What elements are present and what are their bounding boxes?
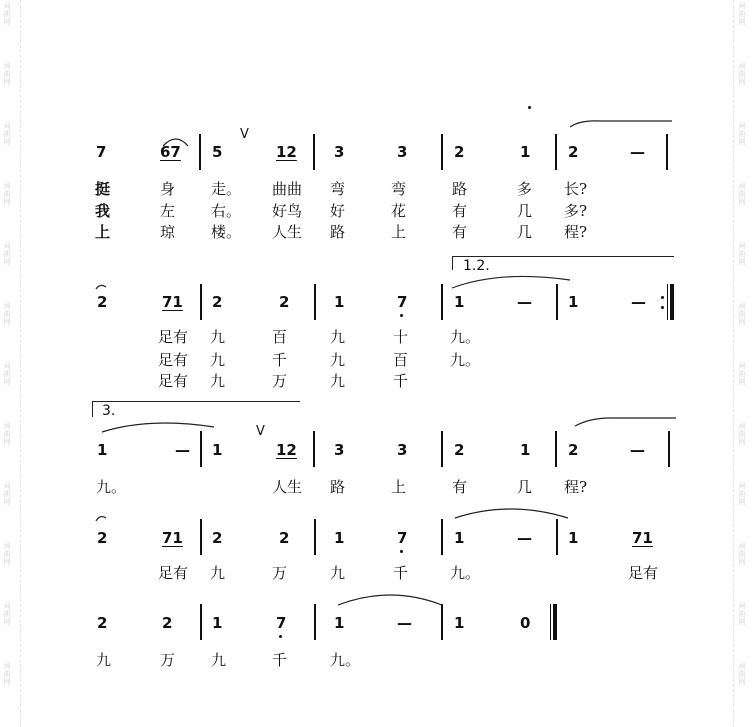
- note: 1: [568, 293, 579, 311]
- low-octave-dot: [279, 635, 282, 638]
- lyric: 九。: [96, 478, 127, 496]
- lyric: 足有: [628, 564, 659, 582]
- dash-sustain: —: [630, 143, 645, 161]
- note: 2: [162, 614, 173, 632]
- watermark-text: 词曲网: [3, 662, 11, 686]
- note: 1: [454, 529, 465, 547]
- lyric: 好: [330, 202, 346, 220]
- note: 3: [334, 441, 345, 459]
- note: 7: [96, 143, 107, 161]
- lyric: 万: [272, 372, 288, 390]
- note-eighth-pair: 12: [276, 143, 297, 161]
- dash-sustain: —: [517, 529, 532, 547]
- note: 2: [279, 293, 290, 311]
- lyric: 弯: [330, 180, 346, 198]
- note: 1: [334, 293, 345, 311]
- watermark-text: 词曲网: [738, 602, 746, 626]
- lyric: 百: [393, 351, 409, 369]
- watermark-text: 词曲网: [3, 302, 11, 326]
- note: 1: [212, 614, 223, 632]
- lyric: 九: [210, 351, 226, 369]
- note: 2: [454, 441, 465, 459]
- note: 3: [397, 143, 408, 161]
- watermark-text: 词曲网: [738, 302, 746, 326]
- note: 1: [334, 614, 345, 632]
- note-eighth-pair: 12: [276, 441, 297, 459]
- note: 2: [97, 529, 108, 547]
- final-barline-thin: [550, 604, 551, 640]
- lyric: 身: [160, 180, 176, 198]
- lyric: 九: [330, 351, 346, 369]
- note-eighth-pair: 71: [162, 293, 183, 311]
- lyric: 千: [393, 564, 409, 582]
- watermark-text: 词曲网: [3, 122, 11, 146]
- lyric: 足有: [158, 328, 189, 346]
- lyric: 千: [272, 351, 288, 369]
- note: 2: [279, 529, 290, 547]
- watermark-text: 词曲网: [3, 62, 11, 86]
- note: 1: [568, 529, 579, 547]
- note: 1: [454, 614, 465, 632]
- note-low-octave: 7: [276, 614, 287, 632]
- lyric: 左: [160, 202, 176, 220]
- watermark-text: 词曲网: [738, 182, 746, 206]
- lyric: 万: [160, 651, 176, 669]
- lyric: 多?: [564, 202, 588, 220]
- breath-mark: V: [256, 424, 265, 439]
- note: 3: [334, 143, 345, 161]
- lyric: 曲曲: [272, 180, 303, 198]
- dash-sustain: —: [397, 614, 412, 632]
- lyric: 有: [452, 478, 468, 496]
- lyric: 几: [517, 223, 533, 241]
- lyric: 上: [95, 223, 111, 241]
- note: 2: [454, 143, 465, 161]
- lyric: 九。: [450, 564, 481, 582]
- watermark-text: 词曲网: [738, 2, 746, 26]
- lyric: 九。: [450, 328, 481, 346]
- watermark-text: 词曲网: [738, 542, 746, 566]
- barline: [314, 604, 316, 640]
- note: 2: [97, 293, 108, 311]
- lyric: 九。: [450, 351, 481, 369]
- lyric: 足有: [158, 351, 189, 369]
- lyric: 千: [272, 651, 288, 669]
- lyric: 十: [393, 328, 409, 346]
- lyric: 有: [452, 202, 468, 220]
- lyric: 九: [210, 328, 226, 346]
- note: 2: [212, 293, 223, 311]
- watermark-text: 词曲网: [738, 482, 746, 506]
- note-eighth-pair: 71: [162, 529, 183, 547]
- note: 1: [212, 441, 223, 459]
- lyric: 万: [272, 564, 288, 582]
- lyric: 走。: [211, 180, 242, 198]
- lyric: 人生: [272, 478, 303, 496]
- note: 3: [397, 441, 408, 459]
- watermark-text: 词曲网: [738, 62, 746, 86]
- volta-label: 1.2.: [463, 258, 490, 274]
- watermark-text: 词曲网: [738, 122, 746, 146]
- lyric: 路: [330, 478, 346, 496]
- watermark-text: 词曲网: [738, 362, 746, 386]
- lyric: 有: [452, 223, 468, 241]
- final-barline-thick: [553, 604, 557, 640]
- lyric: 九: [96, 651, 112, 669]
- note-low-octave: 7: [397, 293, 408, 311]
- lyric: 楼。: [211, 223, 242, 241]
- lyric: 九: [210, 564, 226, 582]
- tie-1-1: [338, 595, 442, 605]
- lyric: 右。: [211, 202, 242, 220]
- watermark-text: 词曲网: [3, 242, 11, 266]
- lyric: 多: [517, 180, 533, 198]
- lyric: 上: [391, 223, 407, 241]
- lyric: 足有: [158, 564, 189, 582]
- lyric: 几: [517, 478, 533, 496]
- lyric: 九: [330, 328, 346, 346]
- note: 1: [97, 441, 108, 459]
- watermark-text: 词曲网: [738, 242, 746, 266]
- barline: [441, 604, 443, 640]
- watermark-text: 词曲网: [3, 482, 11, 506]
- lyric: 路: [452, 180, 468, 198]
- lyric: 弯: [391, 180, 407, 198]
- lyric: 我: [95, 202, 111, 220]
- watermark-text: 词曲网: [3, 2, 11, 26]
- note: 1: [454, 293, 465, 311]
- lyric: 程?: [564, 478, 588, 496]
- lyric: 程?: [564, 223, 588, 241]
- lyric: 千: [393, 372, 409, 390]
- watermark-text: 词曲网: [3, 542, 11, 566]
- note: 2: [97, 614, 108, 632]
- lyric: 挺: [95, 180, 111, 198]
- note-rest: 0: [520, 614, 531, 632]
- dash-sustain: —: [630, 441, 645, 459]
- note-low-octave: 7: [397, 529, 408, 547]
- lyric: 九。: [330, 651, 361, 669]
- lyric: 足有: [158, 372, 189, 390]
- note-eighth-pair: 67: [160, 143, 181, 161]
- watermark-text: 词曲网: [3, 182, 11, 206]
- lyric: 百: [272, 328, 288, 346]
- note: 5: [212, 143, 223, 161]
- lyric: 九: [211, 651, 227, 669]
- lyric: 九: [330, 372, 346, 390]
- lyric: 花: [391, 202, 407, 220]
- note-eighth-pair: 71: [632, 529, 653, 547]
- note: 1: [334, 529, 345, 547]
- note: 1: [520, 143, 531, 161]
- note: 2: [568, 143, 579, 161]
- barline: [200, 604, 202, 640]
- watermark-text: 词曲网: [3, 422, 11, 446]
- dash-sustain: —: [631, 293, 646, 311]
- lyric: 九: [330, 564, 346, 582]
- note: 2: [568, 441, 579, 459]
- lyric: 上: [391, 478, 407, 496]
- lyric: 路: [330, 223, 346, 241]
- lyric: 九: [210, 372, 226, 390]
- dash-sustain: —: [517, 293, 532, 311]
- lyric: 长?: [564, 180, 588, 198]
- lyric: 几: [517, 202, 533, 220]
- note: 1: [520, 441, 531, 459]
- watermark-text: 词曲网: [3, 602, 11, 626]
- lyric: 琼: [160, 223, 176, 241]
- volta-label: 3.: [102, 403, 116, 419]
- lyric: 人生: [272, 223, 303, 241]
- dash-sustain: —: [175, 441, 190, 459]
- watermark-text: 词曲网: [738, 422, 746, 446]
- watermark-text: 词曲网: [3, 362, 11, 386]
- lyric: 好鸟: [272, 202, 303, 220]
- breath-mark: V: [240, 127, 249, 142]
- note: 2: [212, 529, 223, 547]
- watermark-text: 词曲网: [738, 662, 746, 686]
